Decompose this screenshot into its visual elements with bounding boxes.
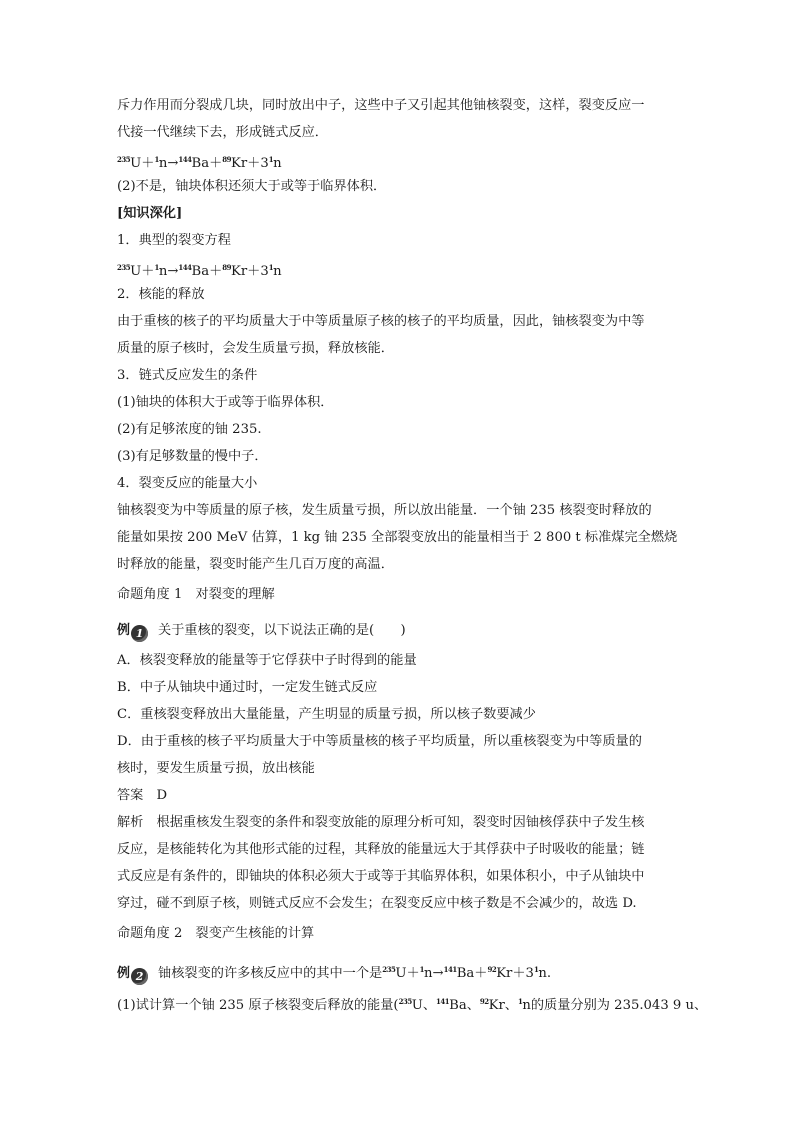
option-c: C．重核裂变释放出大量能量，产生明显的质量亏损，所以核子数要减少	[117, 707, 536, 722]
text-line: 铀核裂变为中等质量的原子核，发生质量亏损，所以放出能量．一个铀 235 核裂变时释放的	[117, 503, 652, 518]
text-line: (1)铀块的体积大于或等于临界体积．	[117, 395, 334, 410]
option-d-cont: 核时，要发生质量亏损，放出核能	[117, 761, 315, 776]
section-heading: [知识深化]	[117, 206, 183, 221]
text-line: 时释放的能量，裂变时能产生几百万度的高温．	[117, 557, 394, 572]
text-line: 斥力作用而分裂成几块，同时放出中子，这些中子又引起其他铀核裂变，这样，裂变反应一	[117, 98, 645, 113]
text-line: 由于重核的核子的平均质量大于中等质量原子核的核子的平均质量，因此，铀核裂变为中等	[117, 314, 645, 329]
option-b: B．中子从铀块中通过时，一定发生链式反应	[117, 680, 378, 695]
example-2-question: 例 2 铀核裂变的许多核反应中的其中一个是$^{235}U+^1n\to^{141}Ba+^{92}Kr+3^1n$.	[117, 965, 552, 983]
analysis-line: 穿过，碰不到原子核，则链式反应不会发生；在裂变反应中核子数是不会减少的，故选 D.	[117, 896, 637, 911]
text-line: (2)有足够浓度的铀 235.	[117, 422, 262, 437]
example-number-badge: 1	[131, 625, 148, 642]
subheading: 2．核能的释放	[117, 287, 205, 302]
example-label: 例	[117, 966, 131, 981]
question-1: (1)试计算一个铀 235 原子核裂变后释放的能量($^{235}$U、$^{141}$Ba、$^{92}$Kr、$^1$n的质量分别为 235.043 9 u、	[117, 997, 708, 1013]
subheading: 1．典型的裂变方程	[117, 233, 231, 248]
fission-equation: $^{235}U+^1n\to^{144}Ba+^{89}Kr+3^1n$	[117, 155, 282, 171]
example-1-question: 例 1 关于重核的裂变，以下说法正确的是( )	[117, 623, 406, 640]
analysis-line: 解析 根据重核发生裂变的条件和裂变放能的原理分析可知，裂变时因铀核俘获中子发生核	[117, 815, 645, 830]
text-line: (3)有足够数量的慢中子．	[117, 449, 268, 464]
option-a: A．核裂变释放的能量等于它俘获中子时得到的能量	[117, 653, 417, 668]
analysis-line: 式反应是有条件的，即铀块的体积必须大于或等于其临界体积，如果体积小，中子从铀块中	[117, 869, 645, 884]
fission-equation: $^{235}U+^1n\to^{144}Ba+^{89}Kr+3^1n$	[117, 263, 282, 279]
topic-heading: 命题角度 2 裂变产生核能的计算	[117, 926, 315, 941]
topic-heading: 命题角度 1 对裂变的理解	[117, 587, 275, 602]
option-d: D．由于重核的核子平均质量大于中等质量核的核子平均质量，所以重核裂变为中等质量的	[117, 734, 642, 749]
subheading: 3．链式反应发生的条件	[117, 368, 258, 383]
example-label: 例	[117, 623, 131, 638]
answer: 答案 D	[117, 788, 168, 803]
text-line: 质量的原子核时，会发生质量亏损，释放核能．	[117, 341, 394, 356]
analysis-line: 反应，是核能转化为其他形式能的过程，其释放的能量远大于其俘获中子时吸收的能量；链	[117, 842, 645, 857]
text-line: 代接一代继续下去，形成链式反应．	[117, 125, 328, 140]
subheading: 4．裂变反应的能量大小	[117, 476, 258, 491]
text-line: (2)不是，铀块体积还须大于或等于临界体积．	[117, 179, 387, 194]
example-number-badge: 2	[131, 968, 148, 985]
text-line: 能量如果按 200 MeV 估算，1 kg 铀 235 全部裂变放出的能量相当于 2 800 t 标准煤完全燃烧	[117, 530, 678, 545]
